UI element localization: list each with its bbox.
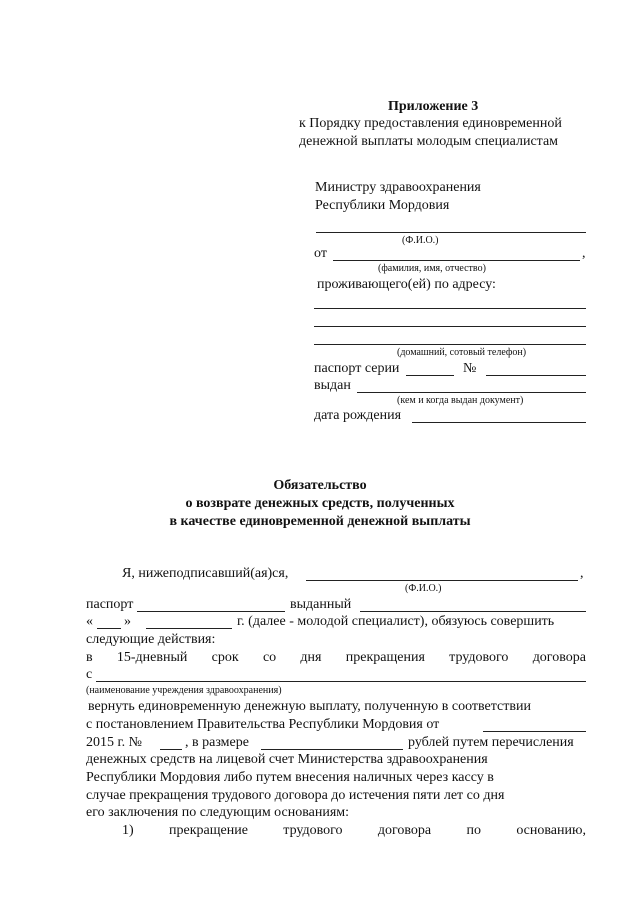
appendix-title: Приложение 3: [388, 99, 479, 114]
doc-title: Обязательство: [273, 478, 367, 493]
para3-line-5: Республики Мордовия либо путем внесения наличных через кассу в: [86, 770, 494, 785]
from-label: от: [314, 246, 327, 261]
para2-word: прекращения: [345, 650, 425, 665]
para2-word: срок: [211, 650, 239, 665]
item1-line: [122, 823, 586, 839]
phone-line: [314, 344, 586, 345]
para3-line-1: вернуть единовременную денежную выплату, полученную в соответствии: [88, 699, 531, 714]
decree-number-line: [160, 749, 182, 750]
from-line: [333, 260, 580, 261]
appendix-line-1: к Порядку предоставления единовременной: [299, 116, 562, 131]
item1-word: договора: [377, 823, 432, 838]
para3-line-2: с постановлением Правительства Республики Мордовия от: [86, 717, 440, 732]
para3-line-4: денежных средств на лицевой счет Министерства здравоохранения: [86, 752, 488, 767]
addressee-line-1: Министру здравоохранения: [315, 180, 481, 195]
passport-series-line: [406, 375, 454, 376]
issued-by-label: выданный: [290, 597, 352, 612]
issued-label: выдан: [314, 378, 351, 393]
para2-word: договора: [532, 650, 586, 665]
para3-rubles: рублей путем перечисления: [408, 735, 574, 750]
issued-by-line: [360, 611, 586, 612]
para3-line-7: его заключения по следующим основаниям:: [86, 805, 350, 820]
para2-word: со: [262, 650, 277, 665]
with-label: с: [86, 667, 93, 682]
para3-size: , в размере: [185, 735, 249, 750]
intro-fio-caption: (Ф.И.О.): [405, 583, 442, 594]
passport-number-line: [486, 375, 586, 376]
passport-line: [137, 611, 285, 612]
address-line-2: [314, 326, 586, 327]
passport-series-label: паспорт серии: [314, 361, 400, 376]
day-line: [97, 628, 121, 629]
month-year-line: [146, 628, 232, 629]
para2-word: дня: [300, 650, 322, 665]
item1-word: прекращение: [169, 823, 248, 838]
doc-subtitle-1: о возврате денежных средств, полученных: [185, 496, 455, 511]
decree-date-line: [483, 731, 586, 732]
intro-text: Я, нижеподписавший(ая)ся,: [122, 566, 289, 581]
para2-word: трудового: [449, 650, 509, 665]
addressee-line-2: Республики Мордовия: [315, 198, 450, 213]
para2-word: в: [86, 650, 93, 665]
intro-fio-line: [306, 580, 578, 581]
intro-comma: ,: [580, 566, 584, 581]
birth-line: [412, 422, 586, 423]
para2-line: [86, 650, 586, 666]
institution-caption: (наименование учреждения здравоохранения): [86, 685, 282, 696]
doc-subtitle-2: в качестве единовременной денежной выплаты: [169, 514, 471, 529]
quote-open: «: [86, 614, 93, 629]
birth-label: дата рождения: [314, 408, 402, 423]
item1-word: трудового: [283, 823, 343, 838]
institution-line: [96, 681, 586, 682]
item1-word: 1): [122, 823, 134, 838]
from-caption: (фамилия, имя, отчество): [378, 263, 486, 274]
passport-number-label: №: [463, 361, 477, 376]
para3-line-6: случае прекращения трудового договора до истечения пяти лет со дня: [86, 788, 505, 803]
para2-word: 15-дневный: [116, 650, 188, 665]
quote-close: »: [124, 614, 131, 629]
residence-label: проживающего(ей) по адресу:: [317, 277, 496, 292]
date-tail-text: г. (далее - молодой специалист), обязуюсь совершить: [237, 614, 555, 629]
issued-caption: (кем и когда выдан документ): [397, 395, 524, 406]
issued-line: [357, 392, 586, 393]
item1-word: основанию,: [516, 823, 586, 838]
appendix-line-2: денежной выплаты молодым специалистам: [299, 134, 559, 149]
addressee-fio-caption: (Ф.И.О.): [402, 235, 439, 246]
para3-year: 2015 г. №: [86, 735, 143, 750]
amount-line: [261, 749, 403, 750]
addressee-fio-line: [316, 232, 586, 233]
actions-text: следующие действия:: [86, 632, 216, 647]
passport-label: паспорт: [86, 597, 134, 612]
address-line-1: [314, 308, 586, 309]
item1-word: по: [466, 823, 481, 838]
phone-caption: (домашний, сотовый телефон): [397, 347, 527, 358]
from-comma: ,: [582, 246, 586, 261]
